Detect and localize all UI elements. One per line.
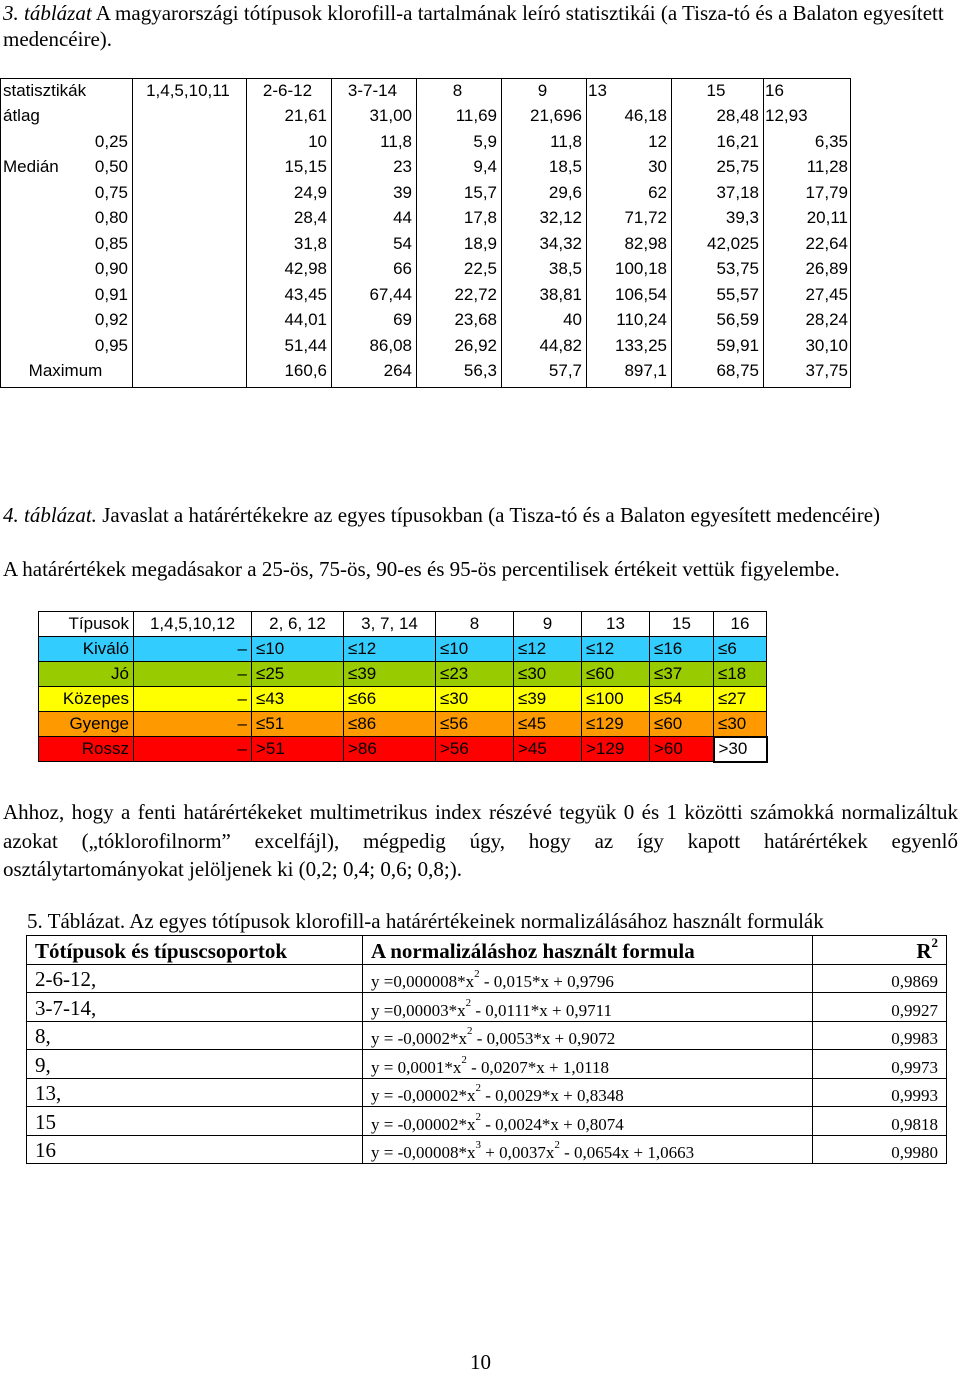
formula-part: y =0,000008*x [371, 972, 475, 991]
table5-formula [363, 1135, 813, 1164]
table3-cell: 28,4 [293, 208, 327, 228]
table4-header-cell: 2, 6, 12 [252, 612, 344, 637]
table5-row [27, 1107, 947, 1136]
table3-cell: 57,7 [548, 361, 582, 381]
table3-cell: 106,54 [615, 284, 667, 304]
formula-part: - 0,0024*x + 0,8074 [481, 1114, 624, 1134]
table5-header-types: Tótípusok és típuscsoportok [27, 936, 363, 965]
table5-formula [363, 964, 813, 993]
table4-cell: >56 [436, 737, 514, 762]
table3-header-cell: 16 [765, 80, 784, 100]
table4-header-cell: 13 [582, 612, 650, 637]
table3-cell: 25,75 [716, 157, 759, 177]
formula-part: y =0,00003*x [371, 1000, 466, 1020]
table3-cell [131, 129, 245, 155]
table3-row-label-text: 0,50 [94, 157, 128, 177]
table3-cell [131, 104, 245, 130]
table3-cell: 68,75 [716, 361, 759, 381]
formula-part: - 0,015*x + 0,9796 [479, 972, 614, 991]
table3-cell: 54 [393, 233, 412, 253]
table3-cell: 23 [393, 157, 412, 177]
table5-type-name: 13, [27, 1078, 363, 1107]
table3-cell: 69 [393, 310, 412, 330]
formula-part: - 0,0053*x + 0,9072 [472, 1029, 616, 1048]
table3-cell [131, 206, 245, 232]
table3-row [0, 155, 851, 181]
table4-header-cell: 8 [436, 612, 514, 637]
table4-cell: ≤12 [582, 637, 650, 662]
table3-cell: 21,696 [530, 106, 582, 126]
table4-cell: ≤27 [714, 687, 767, 712]
table4-cell: >86 [344, 737, 436, 762]
table3-caption [3, 0, 953, 52]
table3-row [0, 308, 851, 334]
table3-cell: 18,9 [463, 233, 497, 253]
table3-cell [131, 359, 245, 385]
formula-part: - 0,0111*x + 0,9711 [471, 1000, 612, 1020]
formula-part: y = -0,00008*x [371, 1143, 476, 1162]
table4-caption-text: Javaslat a határértékekre az egyes típusokban (a Tisza-tó és a Balaton egyesített medencéire) [96, 503, 881, 527]
table3-cell [131, 308, 245, 334]
table5-r2: 0,9927 [813, 993, 947, 1022]
formula-part: - 0,0207*x + 1,0118 [466, 1057, 609, 1077]
table3-row-label: átlag [3, 106, 40, 126]
table5-header-row [27, 936, 947, 965]
table3 [0, 78, 851, 384]
table4-header-cell: 16 [714, 612, 767, 637]
table3-cell: 5,9 [473, 131, 497, 151]
table3-row-label: 0,91 [94, 284, 128, 304]
formula-exponent: 2 [465, 996, 472, 1009]
table3-cell: 100,18 [615, 259, 667, 279]
table3-cell: 9,4 [473, 157, 497, 177]
table4-row-label: Rossz [39, 737, 134, 762]
table4-caption [3, 502, 958, 528]
table4-cell: ≤23 [436, 662, 514, 687]
table4-cell: ≤12 [514, 637, 582, 662]
table5-r2: 0,9818 [813, 1107, 947, 1136]
table3-cell: 22,64 [805, 233, 848, 253]
table3-header-cell: 13 [588, 80, 607, 100]
table3-cell: 11,8 [380, 131, 412, 151]
table3-cell: 12,93 [765, 106, 808, 126]
table4-header-cell: Típusok [39, 612, 134, 637]
table3-cell: 82,98 [624, 233, 667, 253]
table3-cell: 66 [393, 259, 412, 279]
table5-formula [363, 1021, 813, 1050]
table4-row [39, 737, 767, 762]
table4-header-cell: 1,4,5,10,12 [134, 612, 252, 637]
formula-part: - 0,0029*x + 0,8348 [481, 1086, 624, 1105]
table5-formula [363, 1107, 813, 1136]
formula-exponent: 2 [475, 1110, 481, 1123]
table5-formula [363, 1078, 813, 1107]
table3-cell: 42,98 [284, 259, 327, 279]
table4-row-label: Gyenge [39, 712, 134, 737]
table3-cell: 21,61 [284, 106, 327, 126]
table3-row-label: 0,80 [94, 208, 128, 228]
table3-cell: 40 [563, 310, 582, 330]
table4-cell: ≤37 [650, 662, 714, 687]
table3-cell: 12 [648, 131, 667, 151]
table3-cell: 44 [393, 208, 412, 228]
table3-cell: 38,5 [548, 259, 582, 279]
table3-cell: 62 [648, 182, 667, 202]
table3-cell: 110,24 [616, 310, 667, 330]
table5-caption-label: 5. Táblázat. [27, 909, 126, 933]
table3-cell [131, 180, 245, 206]
table4-header-cell: 9 [514, 612, 582, 637]
table5-formula [363, 1050, 813, 1079]
table3-cell: 15,15 [284, 157, 327, 177]
table3-cell: 24,9 [293, 182, 327, 202]
table4-cell: – [134, 662, 252, 687]
table3-caption-text: A magyarországi tótípusok klorofill-a tartalmának leíró statisztikái (a Tisza-tó és a Balaton egyesített medencéire). [3, 1, 944, 51]
table3-cell: 28,24 [805, 310, 848, 330]
table3-cell: 133,25 [615, 335, 667, 355]
table4-cell: ≤30 [714, 712, 767, 737]
table4-cell: ≤60 [650, 712, 714, 737]
table3-header-cell: 3-7-14 [347, 80, 398, 100]
table4-cell: ≤16 [650, 637, 714, 662]
table3-header-cell: 1,4,5,10,11 [146, 80, 230, 100]
table5-type-name: 8, [27, 1021, 363, 1050]
table4-header-row [39, 612, 767, 637]
table3-cell: 17,8 [463, 208, 497, 228]
table4 [38, 611, 768, 763]
table5-row [27, 1135, 947, 1164]
table4-cell: ≤100 [582, 687, 650, 712]
table3-header-cell: 15 [706, 80, 726, 100]
table4-caption-note: A határértékek megadásakor a 25-ös, 75-ös, 90-es és 95-ös percentilisek értékeit vettük figyelembe. [3, 557, 840, 581]
table3-row [0, 257, 851, 283]
table3-cell: 11,69 [455, 106, 497, 126]
table3-row [0, 333, 851, 359]
table5-row [27, 964, 947, 993]
table5-caption-text: Az egyes tótípusok klorofill-a határértékeinek normalizálásához használt formulák [125, 909, 824, 933]
table4-cell: >30 [714, 737, 767, 762]
table3-cell: 16,21 [716, 131, 759, 151]
table4-cell: >129 [582, 737, 650, 762]
page-number: 10 [470, 1350, 491, 1374]
table3-cell: 46,18 [624, 106, 667, 126]
table3-cell: 17,79 [805, 182, 848, 202]
table4-cell: >45 [514, 737, 582, 762]
table3-cell: 897,1 [624, 361, 667, 381]
table3-row [0, 180, 851, 206]
table3-cell: 26,92 [454, 335, 497, 355]
table3-cell: 31,8 [293, 233, 327, 253]
table3-cell: 26,89 [805, 259, 848, 279]
table3-cell: 38,81 [539, 284, 582, 304]
table4-cell: ≤6 [714, 637, 767, 662]
formula-part: - 0,0654x + 1,0663 [559, 1143, 695, 1162]
table4-cell: ≤18 [714, 662, 767, 687]
table3-cell: 51,44 [284, 335, 327, 355]
table3-cell: 30,10 [805, 335, 848, 355]
table4-header-cell: 3, 7, 14 [344, 612, 436, 637]
table3-cell: 10 [308, 131, 327, 151]
table3-cell: 23,68 [454, 310, 497, 330]
table4-row [39, 712, 767, 737]
formula-part: y = -0,0002*x [371, 1029, 467, 1048]
table5-row [27, 993, 947, 1022]
table3-cell [131, 155, 245, 181]
table3-cell: 28,48 [716, 106, 759, 126]
table4-cell: ≤86 [344, 712, 436, 737]
table3-cell: 59,91 [716, 335, 759, 355]
table3-cell: 39,3 [725, 208, 759, 228]
table3-cell: 15,7 [463, 182, 497, 202]
table4-row-label: Kiváló [39, 637, 134, 662]
table3-cell: 29,6 [548, 182, 582, 202]
table3-cell: 32,12 [539, 208, 582, 228]
table4-cell: ≤45 [514, 712, 582, 737]
table4-cell: – [134, 687, 252, 712]
table3-cell: 71,72 [624, 208, 667, 228]
table3-cell: 11,28 [806, 157, 848, 177]
table5-type-name: 9, [27, 1050, 363, 1079]
table5-r2: 0,9983 [813, 1021, 947, 1050]
table3-cell: 67,44 [369, 284, 412, 304]
table3-row-label: Maximum [28, 361, 103, 381]
table4-cell: – [134, 712, 252, 737]
body-paragraph: Ahhoz, hogy a fenti határértékeket multimetrikus index részévé tegyük 0 és 1 közötti számokká normalizáltuk azokat („tóklorofilnorm” excelfájl), mégpedig úgy, hogy az így kapott határértékek egyenlő osztálytartományokat jelöljenek ki (0,2; 0,4; 0,6; 0,8;). [3, 800, 958, 881]
table4-caption-label: 4. táblázat. [3, 503, 97, 527]
table3-header-row [0, 78, 851, 104]
table5-r2: 0,9980 [813, 1135, 947, 1164]
formula-part: y = -0,00002*x [371, 1114, 476, 1134]
table4-row [39, 662, 767, 687]
table3-cell: 56,3 [463, 361, 497, 381]
table3-cell: 53,75 [716, 259, 759, 279]
table3-cell: 56,59 [716, 310, 759, 330]
table4-cell: ≤30 [436, 687, 514, 712]
table3-cell: 11,8 [550, 131, 582, 151]
table3-header-cell: 8 [452, 80, 463, 100]
table5-r2: 0,9993 [813, 1078, 947, 1107]
table5-type-name: 3-7-14, [27, 993, 363, 1022]
table3-row-label: 0,75 [94, 182, 128, 202]
table3-cell: 37,18 [716, 182, 759, 202]
table4-cell: ≤10 [252, 637, 344, 662]
table3-row-prefix: Medián [3, 157, 59, 177]
table3-row [0, 282, 851, 308]
formula-exponent: 2 [467, 1025, 473, 1037]
table4-row-label: Közepes [39, 687, 134, 712]
table3-cell: 42,025 [707, 233, 759, 253]
table4-row [39, 687, 767, 712]
table4-cell: ≤25 [252, 662, 344, 687]
formula-exponent: 2 [554, 1139, 560, 1151]
table3-cell: 55,57 [716, 284, 759, 304]
table3-header-cell: statisztikák [3, 80, 87, 100]
table4-cell: ≤56 [436, 712, 514, 737]
table3-cell: 34,32 [539, 233, 582, 253]
table3-cell: 31,00 [369, 106, 412, 126]
table3-cell: 18,5 [548, 157, 582, 177]
table3-cell: 30 [648, 157, 667, 177]
formula-exponent: 2 [475, 1082, 481, 1094]
formula-part: + 0,0037x [481, 1143, 555, 1162]
table5-r2: 0,9869 [813, 964, 947, 993]
table3-cell: 20,11 [806, 208, 848, 228]
table4-cell: ≤129 [582, 712, 650, 737]
table3-cell: 44,01 [284, 310, 327, 330]
table4-row-label: Jó [39, 662, 134, 687]
table3-header-cell: 9 [537, 80, 548, 100]
table3-cell [131, 282, 245, 308]
formula-exponent: 3 [475, 1139, 481, 1151]
table3-row [0, 231, 851, 257]
table4-cell: ≤51 [252, 712, 344, 737]
table3-row-label: 0,90 [94, 259, 128, 279]
table3-row [0, 129, 851, 155]
table4-cell: ≤30 [514, 662, 582, 687]
table3-cell: 86,08 [369, 335, 412, 355]
table3-row-label: 0,92 [94, 310, 128, 330]
table3-row [0, 206, 851, 232]
table3-cell: 44,82 [539, 335, 582, 355]
table4-cell: ≤54 [650, 687, 714, 712]
table3-cell: 27,45 [805, 284, 848, 304]
table4-cell: – [134, 737, 252, 762]
table5-header-r2: $R^2$ [813, 936, 947, 965]
table3-cell: 6,35 [814, 131, 848, 151]
table5-type-name: 16 [27, 1135, 363, 1164]
table4-cell: >51 [252, 737, 344, 762]
table3-cell: 37,75 [805, 361, 848, 381]
formula-exponent: 2 [474, 968, 480, 980]
table4-cell: ≤43 [252, 687, 344, 712]
table3-cell [131, 333, 245, 359]
table3-row-label: 0,25 [94, 131, 128, 151]
table3-row-label [0, 155, 131, 181]
table3-row [0, 104, 851, 130]
table5-type-name: 2-6-12, [27, 964, 363, 993]
table3-cell [131, 231, 245, 257]
table5-row [27, 1050, 947, 1079]
table3-caption-label: 3. táblázat [3, 1, 92, 25]
table3-cell: 264 [383, 361, 412, 381]
table3-cell: 22,5 [463, 259, 497, 279]
table5-formula [363, 993, 813, 1022]
table3-cell: 22,72 [454, 284, 497, 304]
table4-cell: ≤60 [582, 662, 650, 687]
table3-cell: 43,45 [284, 284, 327, 304]
table5-caption [27, 908, 824, 934]
table3-row-label: 0,95 [94, 335, 128, 355]
table5-row [27, 1078, 947, 1107]
table3-cell [131, 257, 245, 283]
table3-header-cell: 2-6-12 [262, 80, 313, 100]
table4-cell: ≤10 [436, 637, 514, 662]
table5-type-name: 15 [27, 1107, 363, 1136]
table4-row [39, 637, 767, 662]
table4-cell: ≤39 [344, 662, 436, 687]
table5-r2: 0,9973 [813, 1050, 947, 1079]
table4-cell: ≤66 [344, 687, 436, 712]
table4-cell: >60 [650, 737, 714, 762]
table5-header-formula: A normalizáláshoz használt formula [363, 936, 813, 965]
table4-header-cell: 15 [650, 612, 714, 637]
table4-cell: ≤12 [344, 637, 436, 662]
table3-cell: 160,6 [284, 361, 327, 381]
table4-cell: ≤39 [514, 687, 582, 712]
formula-part: y = 0,0001*x [371, 1057, 462, 1077]
table5-row [27, 1021, 947, 1050]
table3-row [0, 359, 851, 385]
table5 [26, 935, 947, 1164]
formula-part: y = -0,00002*x [371, 1086, 476, 1105]
table3-cell: 39 [393, 182, 412, 202]
table4-cell: – [134, 637, 252, 662]
table3-row-label: 0,85 [94, 233, 128, 253]
formula-exponent: 2 [461, 1053, 467, 1066]
